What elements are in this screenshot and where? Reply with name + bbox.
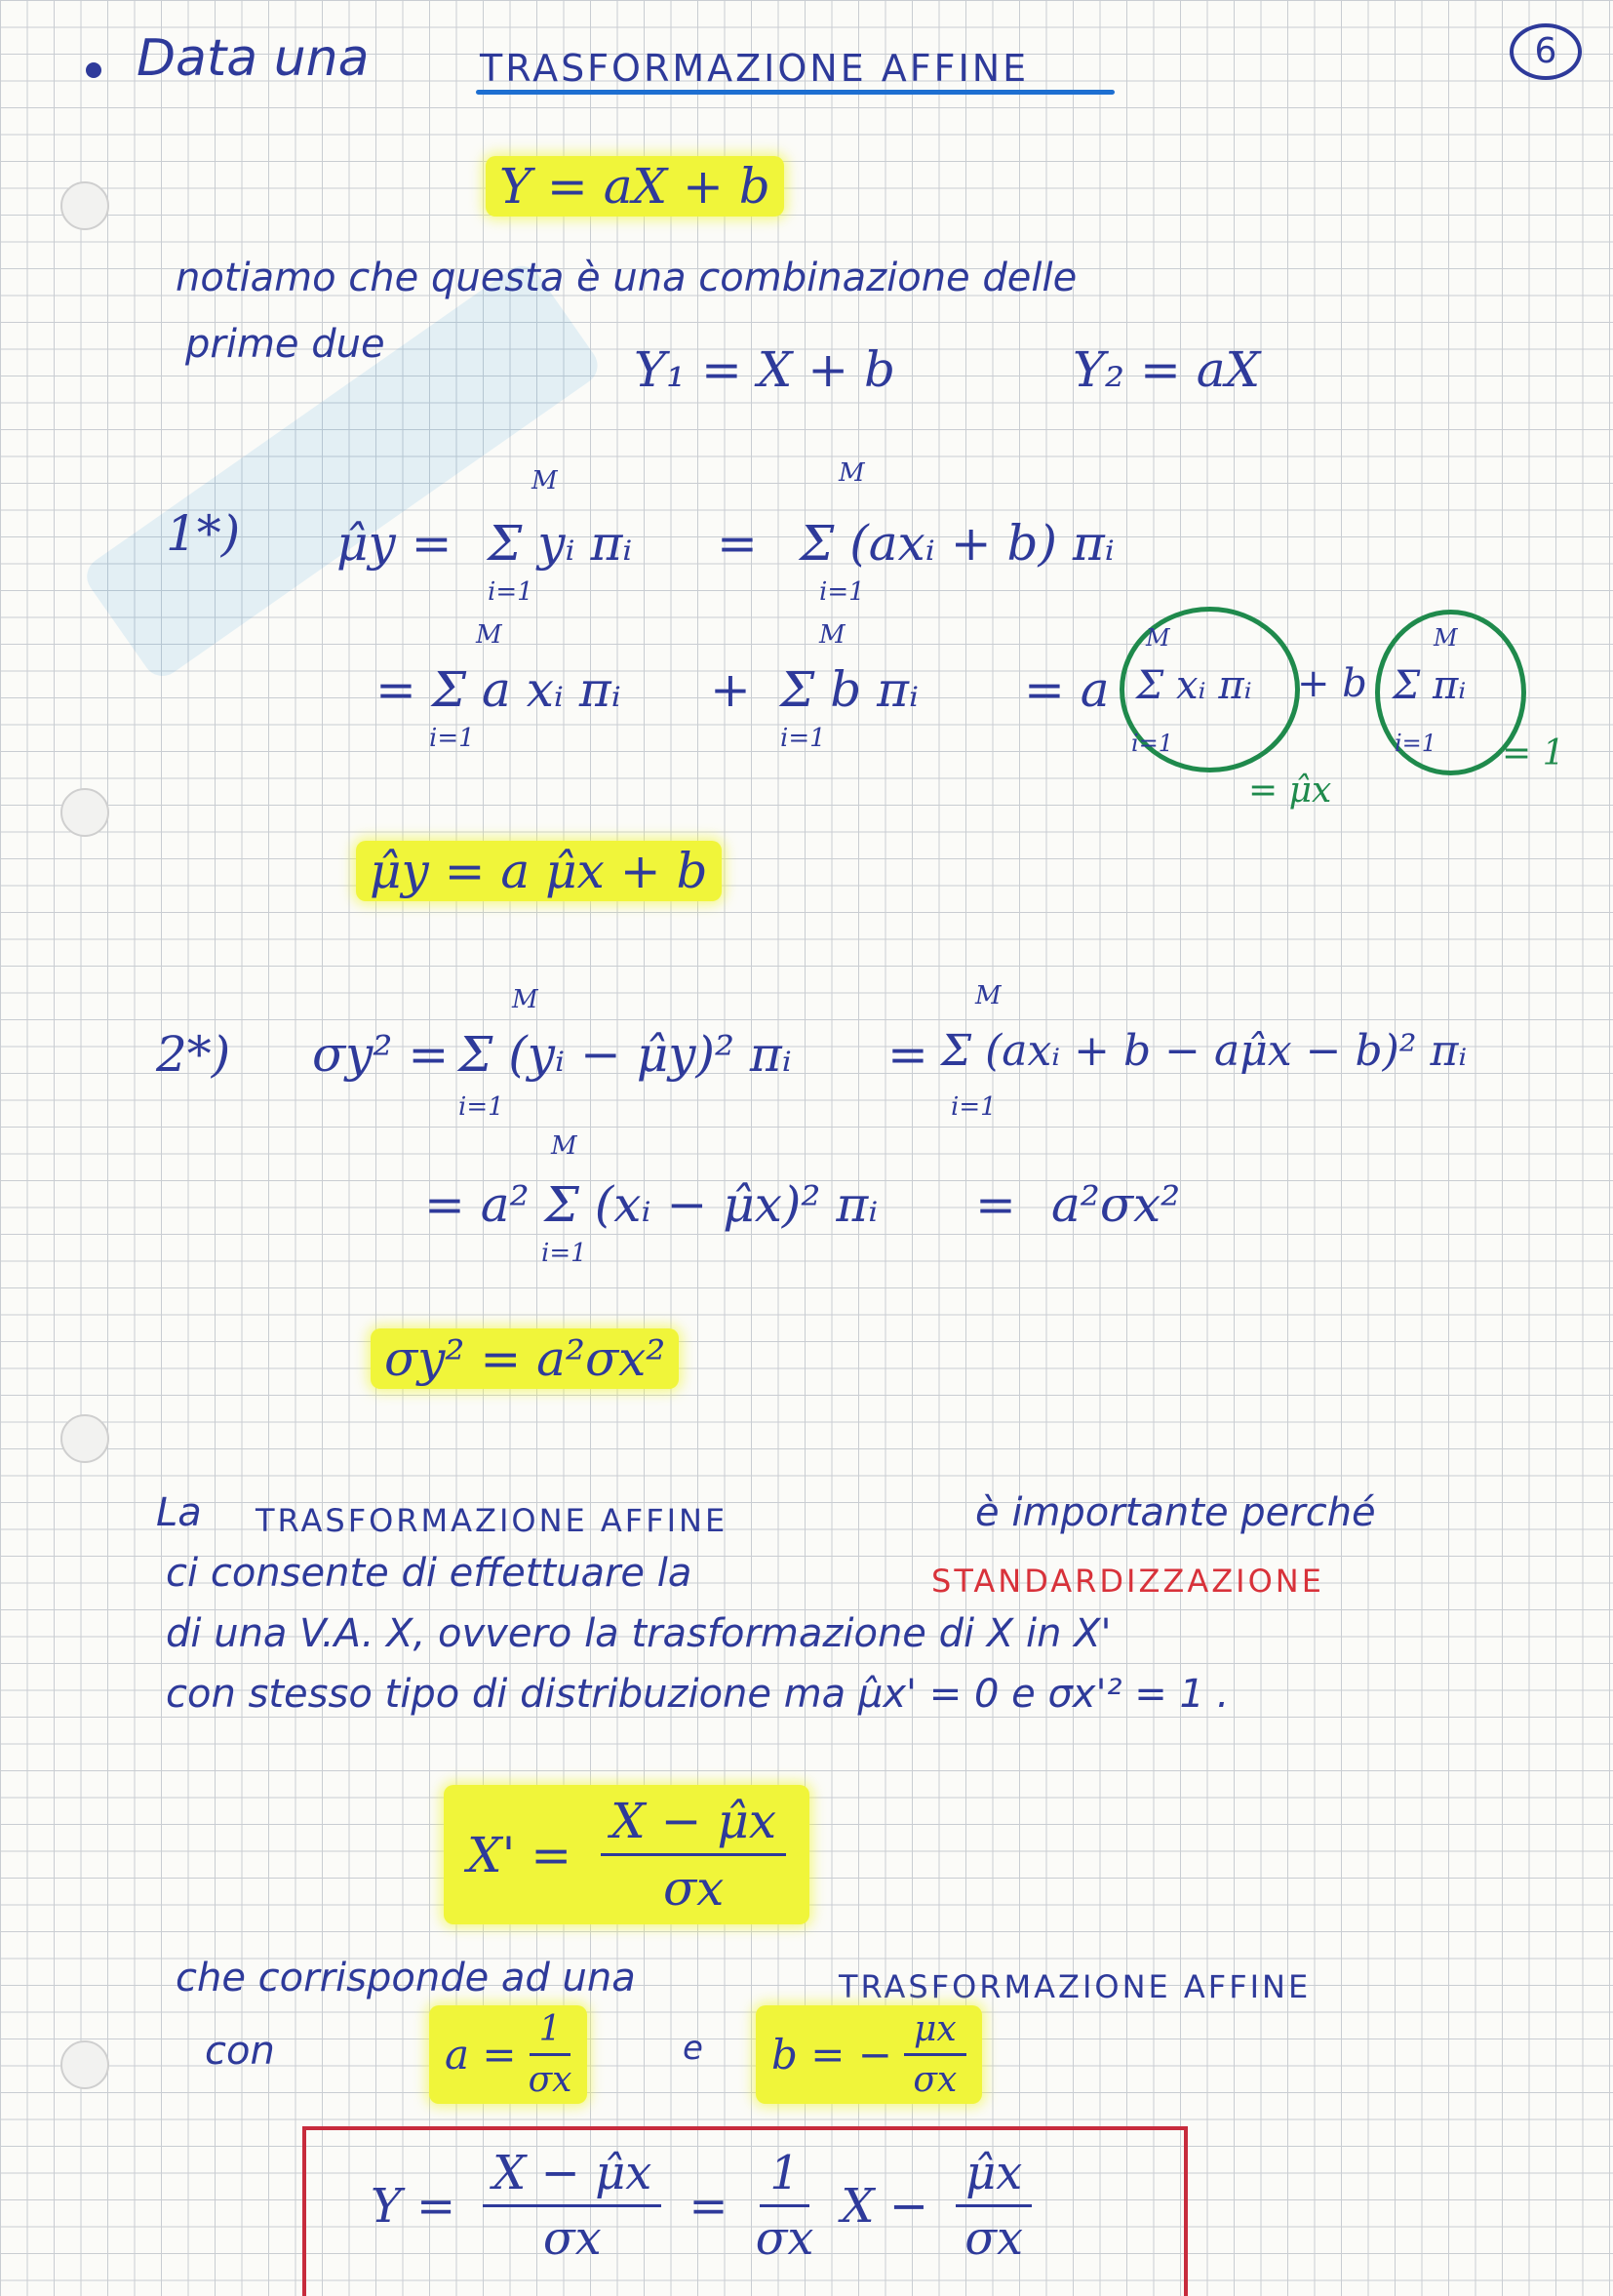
final-f2-num: 1 (760, 2146, 809, 2207)
section1-eq-one: = 1 (1502, 733, 1565, 773)
sum-bottom: i=1 (488, 577, 533, 607)
paragraph-standardization: STANDARDIZZAZIONE (931, 1563, 1324, 1600)
sum-top: M (819, 620, 846, 650)
affine-equation: Y = aX + b (486, 156, 784, 217)
paragraph-line-4: con stesso tipo di distribuzione ma μ̂x' = 0 e σx'² = 1 . (166, 1672, 1230, 1717)
final-f1-num: X − μ̂x (483, 2146, 661, 2207)
sum-bottom: i=1 (1131, 730, 1174, 757)
standardization-formula (444, 1785, 809, 1924)
sum-bottom: i=1 (1395, 730, 1437, 757)
standard-fraction (601, 1793, 786, 1917)
binder-hole-4 (60, 2040, 109, 2089)
sum-bottom: i=1 (541, 1239, 587, 1268)
standard-lhs: X' = (467, 1826, 572, 1883)
final-formula (371, 2146, 1032, 2266)
header-title: TRASFORMAZIONE AFFINE (480, 47, 1030, 90)
sum-top: M (839, 458, 865, 488)
section1-sum-1: Σ yᵢ πᵢ (488, 515, 633, 572)
section1-label: 1*) (166, 505, 241, 562)
final-eq: = (688, 2178, 728, 2234)
sum-bottom: i=1 (780, 724, 826, 753)
and-e: e (683, 2029, 703, 2068)
b-value (756, 2005, 982, 2104)
b-fraction (904, 2009, 966, 2100)
final-f2-den: σx (755, 2211, 814, 2266)
final-fraction-1 (483, 2146, 661, 2266)
sum-top: M (1146, 624, 1170, 652)
note-y2: Y₂ = aX (1073, 341, 1261, 398)
standard-den: σx (662, 1860, 725, 1917)
title-underline (476, 90, 1115, 95)
corresponds-line-1a: che corrisponde ad una (176, 1956, 636, 2000)
section1-equals: = (717, 515, 758, 572)
a-den: σx (528, 2060, 572, 2100)
section2-sigma-y: σy² = (312, 1026, 450, 1083)
a-fraction (529, 2009, 572, 2100)
section1-line2-eq-a: = a (1024, 661, 1110, 718)
section1-eq-mux: = μ̂x (1248, 771, 1332, 811)
section1-plus-b: + b (1297, 661, 1367, 706)
section1-result: μ̂y = a μ̂x + b (356, 841, 722, 901)
final-f1-den: σx (542, 2211, 602, 2266)
section1-circle1: Σ xᵢ πᵢ (1136, 663, 1252, 708)
final-f3-den: σx (964, 2211, 1024, 2266)
final-fraction-2 (756, 2146, 814, 2266)
sum-bottom: i=1 (951, 1092, 997, 1122)
sum-top: M (1434, 624, 1458, 652)
sum-bottom: i=1 (819, 577, 865, 607)
sum-top: M (476, 620, 502, 650)
section2-line2-eq: = (975, 1176, 1016, 1233)
sum-top: M (531, 466, 558, 495)
sum-bottom: i=1 (458, 1092, 504, 1122)
final-lhs: Y = (371, 2178, 456, 2234)
binder-hole-3 (60, 1414, 109, 1463)
section1-line2-a: = Σ a xᵢ πᵢ (375, 661, 621, 718)
binder-hole-2 (60, 788, 109, 837)
sum-top: M (551, 1131, 577, 1161)
a-lhs: a = (445, 2031, 517, 2078)
bullet-point (86, 62, 101, 78)
corresponds-caps: TRASFORMAZIONE AFFINE (839, 1968, 1312, 2005)
b-lhs: b = − (771, 2031, 892, 2078)
header-intro: Data una (137, 29, 370, 88)
final-mid: X − (841, 2178, 929, 2234)
section1-line2-plus: + (710, 661, 751, 718)
paragraph-line-1b: è importante perché (975, 1490, 1376, 1535)
section2-sum-1: Σ (yᵢ − μ̂y)² πᵢ (458, 1026, 792, 1083)
paragraph-line-1a: La (156, 1490, 202, 1535)
paragraph-caps-1: TRASFORMAZIONE AFFINE (256, 1502, 728, 1539)
final-f3-num: μ̂x (956, 2146, 1032, 2207)
note-y1: Y₁ = X + b (634, 341, 896, 398)
sum-top: M (975, 981, 1002, 1010)
section1-circle2: Σ πᵢ (1393, 663, 1467, 708)
section2-result: σy² = a²σx² (371, 1328, 679, 1389)
section2-line2-res: a²σx² (1051, 1176, 1181, 1233)
section2-sum-2: Σ (axᵢ + b − aμ̂x − b)² πᵢ (941, 1026, 1468, 1076)
section2-label: 2*) (156, 1026, 231, 1083)
standard-num: X − μ̂x (601, 1793, 786, 1856)
note-line-1: notiamo che questa è una combinazione delle (176, 256, 1078, 300)
paragraph-line-3: di una V.A. X, ovvero la trasformazione di X in X' (166, 1611, 1112, 1656)
paragraph-line-2a: ci consente di effettuare la (166, 1551, 692, 1596)
a-value (429, 2005, 587, 2104)
sum-bottom: i=1 (429, 724, 475, 753)
section1-sum-2: Σ (axᵢ + b) πᵢ (800, 515, 1115, 572)
page-number: 6 (1510, 23, 1582, 80)
section1-mu-y: μ̂y = (336, 515, 452, 572)
section2-equals: = (887, 1026, 928, 1083)
section1-line2-b: Σ b πᵢ (780, 661, 920, 718)
binder-hole-1 (60, 181, 109, 230)
a-num: 1 (530, 2009, 571, 2056)
section2-line2-a: = a² Σ (xᵢ − μ̂x)² πᵢ (424, 1176, 879, 1233)
note-line-2: prime due (185, 322, 385, 367)
b-num: μx (904, 2009, 966, 2056)
corresponds-line-2: con (205, 2029, 275, 2074)
final-fraction-3 (956, 2146, 1032, 2266)
sum-top: M (512, 985, 538, 1014)
b-den: σx (913, 2060, 958, 2100)
